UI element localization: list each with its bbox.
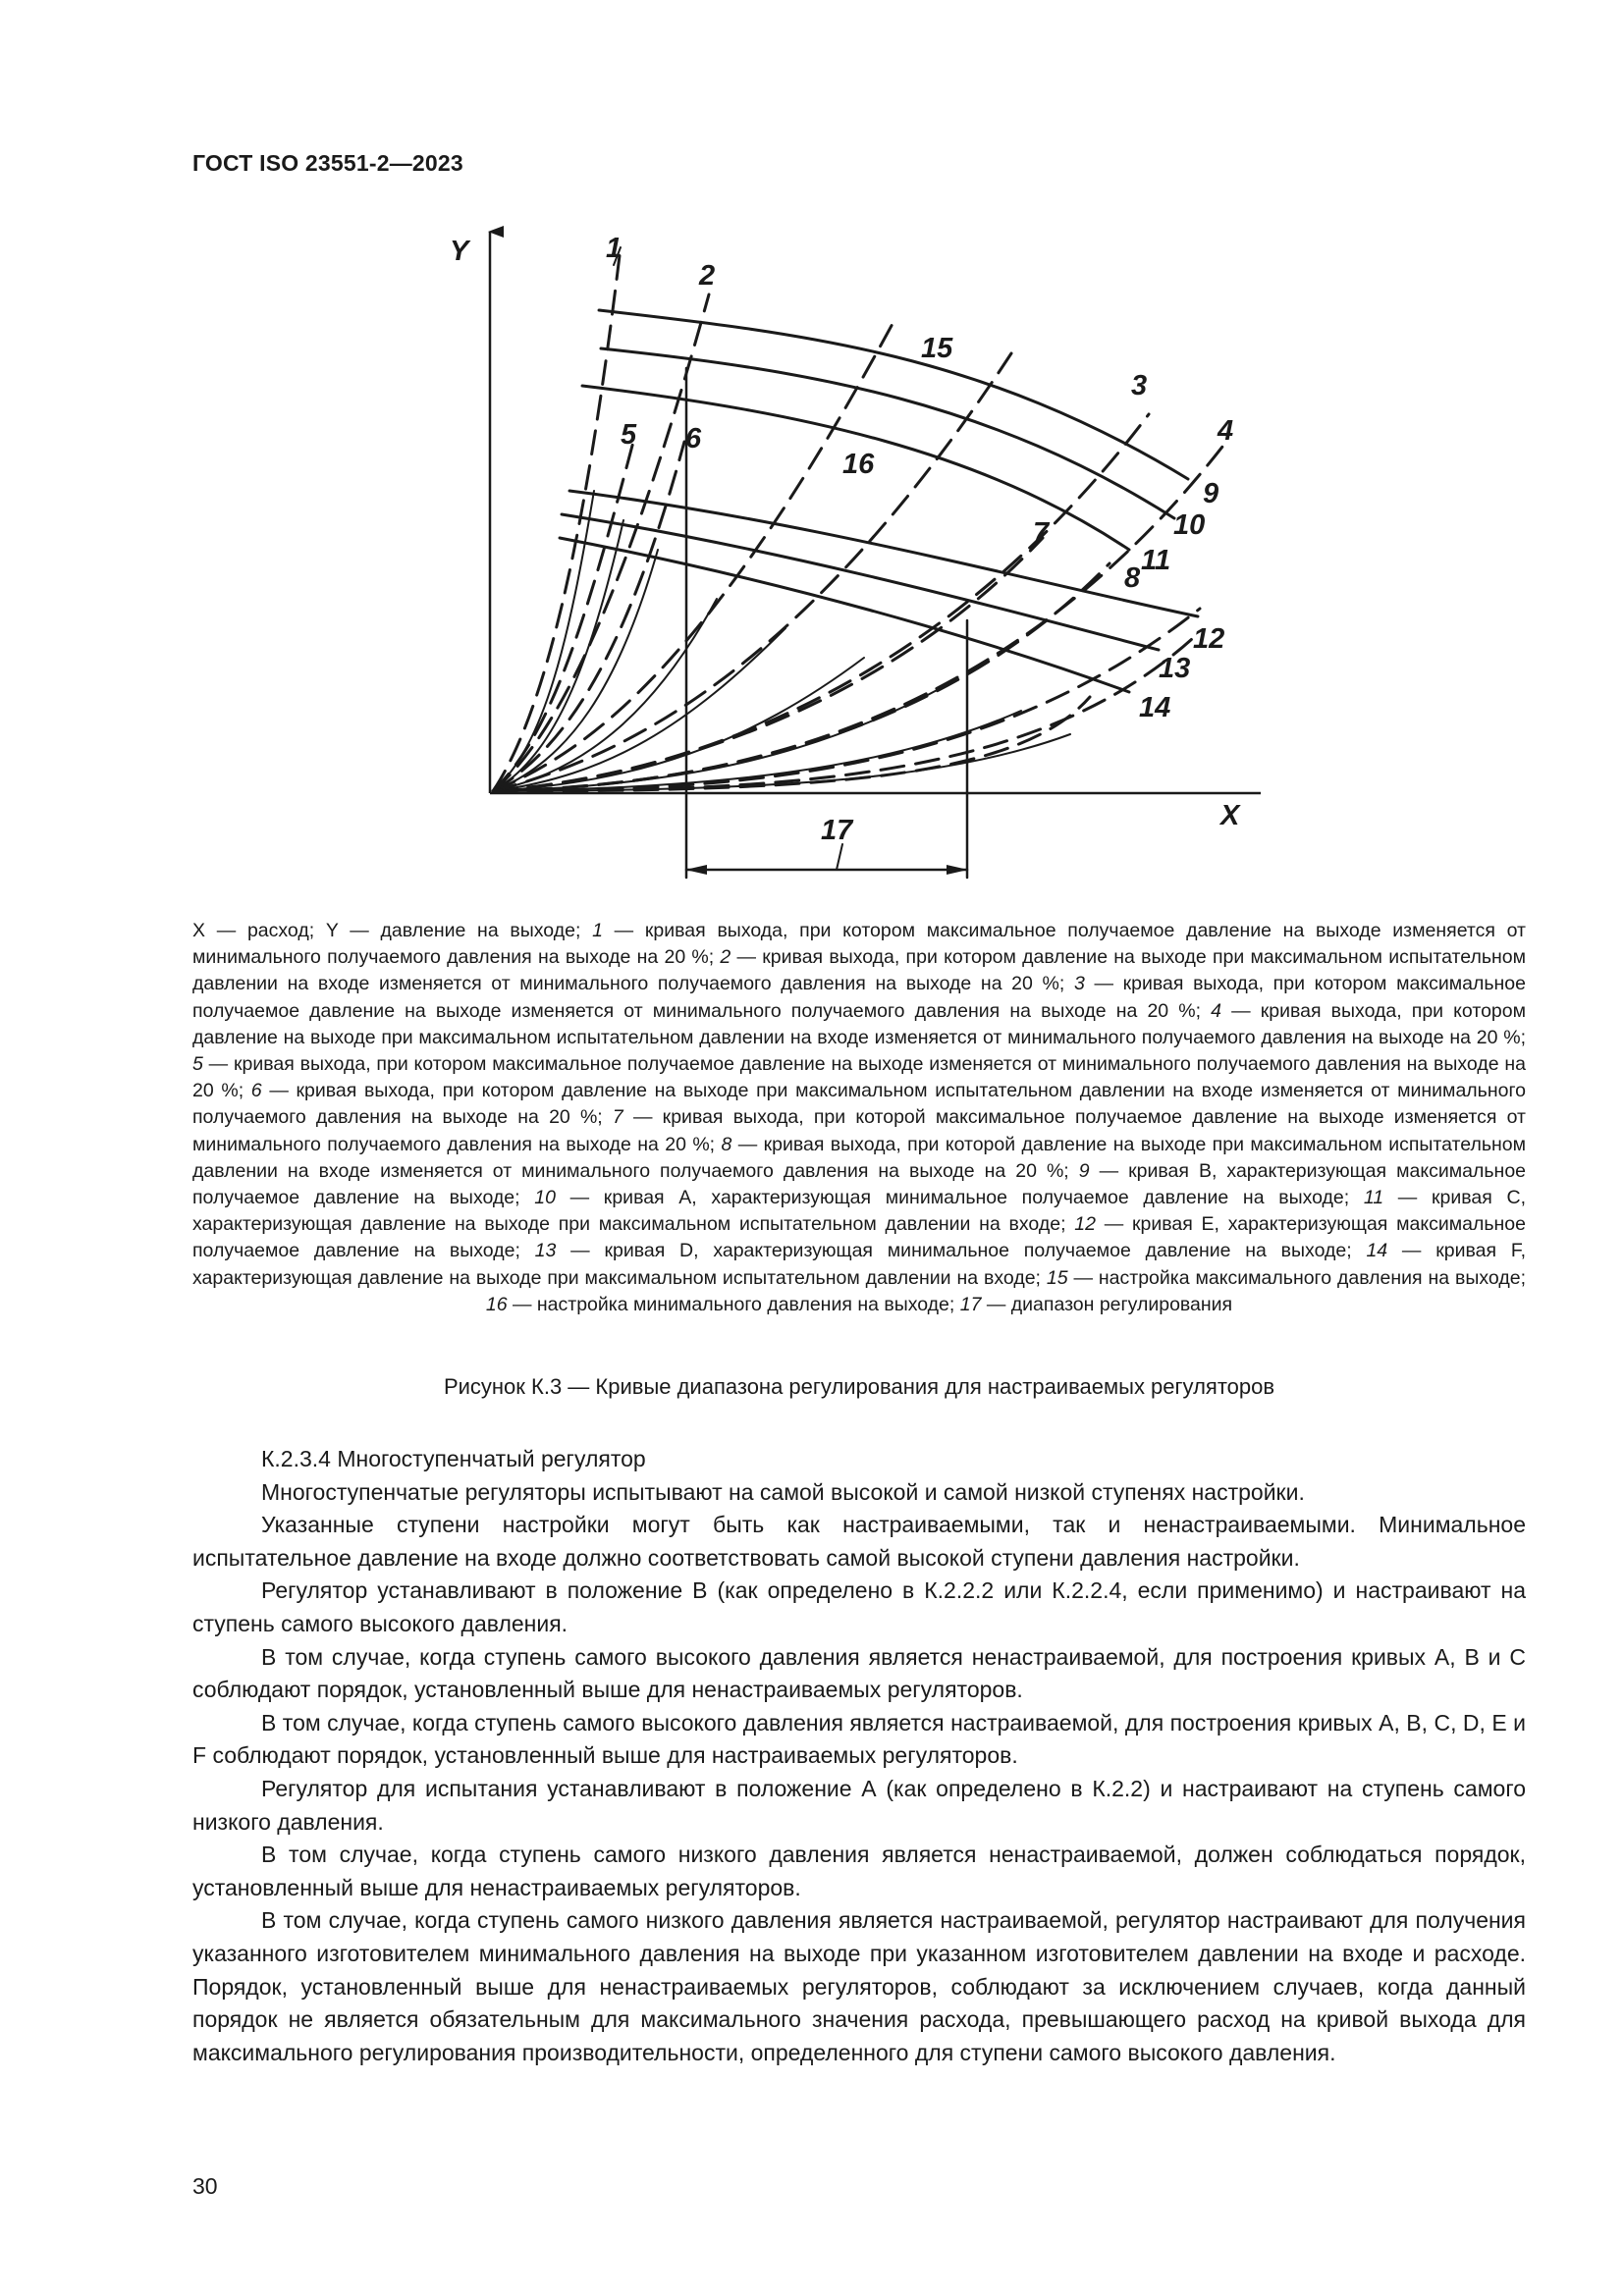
regulation-range-figure [0,0,1624,923]
legend-key: 3 [1073,973,1085,995]
legend-key: 5 [192,1053,203,1076]
legend-key: 4 [1211,999,1222,1022]
legend-text: — кривая выхода, при которой давление на выходе при максимальном испытательном давлении на входе изменяется от минимального получаемого давления на выходе на 20 %; [192,1133,1527,1182]
paragraph: Указанные ступени настройки могут быть как настраиваемыми, так и ненастраиваемыми. Минимальное испытательное давление на входе должно соответствовать самой высокой ступени давления настройки. [192,1512,1526,1571]
label-14: 14 [1139,692,1171,723]
curve-16 [493,322,893,791]
y-axis-label: Y [450,236,469,267]
legend-text: — кривая выхода, при которой максимальное получаемое давление на выходе изменяется от минимального получаемого давления на выходе на 20 %; [192,1106,1526,1155]
label-7: 7 [1033,517,1050,549]
legend-text: — кривая В, характеризующая максимальное получаемое давление на выходе; [192,1159,1527,1209]
paragraph: В том случае, когда ступень самого высокого давления является ненастраиваемой, для построения кривых А, В и С соблюдают порядок, установленный выше для ненастраиваемых регуляторов. [192,1643,1526,1703]
curve-2 [493,294,709,791]
curve-8 [493,563,1110,791]
legend-text: — кривая С, характеризующая давление на выходе при максимальном испытательном давлении на входе; [192,1187,1526,1236]
curve-4 [493,447,1225,791]
label-3: 3 [1131,370,1148,401]
legend-text: — диапазон регулирования [981,1293,1233,1315]
paragraph: В том случае, когда ступень самого низкого давления является ненастраиваемой, должен соблюдаться порядок, установленный выше для ненастраиваемых регуляторов. [192,1842,1526,1900]
curve-5 [493,442,633,791]
legend-text: — кривая выхода, при котором давление на выходе при максимальном испытательном давлении на входе изменяется от минимального получаемого давления на выходе на 20 %; [192,946,1527,995]
label-5: 5 [621,419,637,451]
legend-key: 8 [721,1133,732,1155]
legend-text: — кривая выхода, при котором максимальное получаемое давление на выходе изменяется от минимального получаемого давления на выходе на 20 %; [192,920,1526,969]
legend-key: 17 [959,1293,982,1315]
label-10: 10 [1173,509,1206,541]
legend-key: 1 [592,920,603,941]
page-number: 30 [192,2173,218,2199]
paragraph: Регулятор для испытания устанавливают в положение А (как определено в К.2.2) и настраивают на ступень самого низкого давления. [192,1775,1526,1835]
label-9: 9 [1203,478,1219,509]
paragraph: Регулятор устанавливают в положение В (как определено в К.2.2.2 или К.2.2.4, если применимо) и настраивают на ступень самого высокого давления. [192,1577,1526,1636]
legend-key: 11 [1363,1187,1384,1209]
legend-key: 13 [534,1240,557,1262]
label-4: 4 [1218,415,1234,447]
curve-13 [493,638,1193,791]
label-17: 17 [821,815,853,846]
label-1: 1 [606,233,623,264]
label-16: 16 [842,449,875,480]
label-17-leader [837,844,842,870]
curve-1 [493,247,621,791]
figure-legend [192,918,1526,1318]
label-8: 8 [1124,562,1141,594]
paragraph: В том случае, когда ступень самого высокого давления является настраиваемой, для построения кривых А, В, С, D, Е и F соблюдают порядок, установленный выше для настраиваемых регуляторов. [192,1709,1526,1769]
legend-key: 7 [612,1106,623,1129]
legend-text: — кривая F, характеризующая давление на выходе при максимальном испытательном давлении на входе; [192,1240,1526,1289]
legend-key: 12 [1074,1213,1096,1236]
curve-14-outlet [560,538,1129,692]
legend-text: — кривая Е, характеризующая максимальное получаемое давление на выходе; [192,1213,1526,1262]
rising-curve [493,491,594,791]
legend-key: 2 [720,946,731,969]
label-6: 6 [685,423,702,454]
label-15: 15 [921,333,953,364]
legend-text: X — расход; Y — давление на выходе; [192,920,593,941]
legend-text: — кривая А, характеризующая минимальное получаемое давление на выходе; [555,1187,1364,1209]
legend-key: 6 [250,1080,262,1102]
label-13: 13 [1159,653,1191,684]
document-header: ГОСТ ISO 23551-2—2023 [192,150,463,176]
legend-text: — кривая выхода, при котором давление на выходе при максимальном испытательном давлении на входе изменяется от минимального получаемого давления на выходе на 20 %; [192,1080,1526,1129]
curve-13-outlet [562,514,1159,650]
legend-text: — настройка максимального давления на выходе; [1067,1266,1526,1289]
legend-key: 10 [534,1187,556,1209]
label-12: 12 [1193,623,1225,655]
paragraph: К.2.3.4 Многоступенчатый регулятор [261,1446,646,1471]
legend-key: 15 [1046,1266,1068,1289]
rising-curve [493,599,717,791]
paragraph: В том случае, когда ступень самого низкого давления является настраиваемой, регулятор настраивают для получения указанного изготовителем минимального давления на выходе при указанном изготовителем давлении на входе и расходе. Порядок, установленный выше для ненастраиваемых регуляторов, соблюдают за исключением случаев, когда данный порядок не является обязательным для максимального значения расхода, превышающего расход на кривой выхода для максимального регулирования производительности, определенного для ступени самого высокого давления. [192,1907,1526,2065]
legend-text: — настройка минимального давления на выходе; [507,1293,960,1315]
legend-key: 14 [1366,1240,1388,1262]
legend-text: — кривая выхода, при котором максимальное получаемое давление на выходе изменяется от минимального получаемого давления на выходе на 20 %; [192,973,1526,1022]
paragraph: Многоступенчатые регуляторы испытывают на самой высокой и самой низкой ступенях настройки. [261,1478,1305,1505]
legend-text: — кривая выхода, при котором максимальное получаемое давление на выходе изменяется от минимального получаемого давления на выходе на 20 %; [192,1053,1526,1102]
body-text [192,1443,1526,2069]
legend-text: — кривая D, характеризующая минимальное получаемое давление на выходе; [556,1240,1367,1262]
rising-curve [493,550,658,791]
legend-key: 9 [1078,1159,1090,1182]
label-11: 11 [1141,545,1171,576]
label-2: 2 [699,260,716,292]
legend-text: — кривая выхода, при котором давление на выходе при максимальном испытательном давлении на входе изменяется от минимального получаемого давления на выходе на 20 %; [192,999,1527,1048]
figure-caption: Рисунок К.3 — Кривые диапазона регулирования для настраиваемых регуляторов [443,1374,1275,1399]
legend-key: 16 [485,1293,508,1315]
x-axis-label: X [1220,800,1240,831]
